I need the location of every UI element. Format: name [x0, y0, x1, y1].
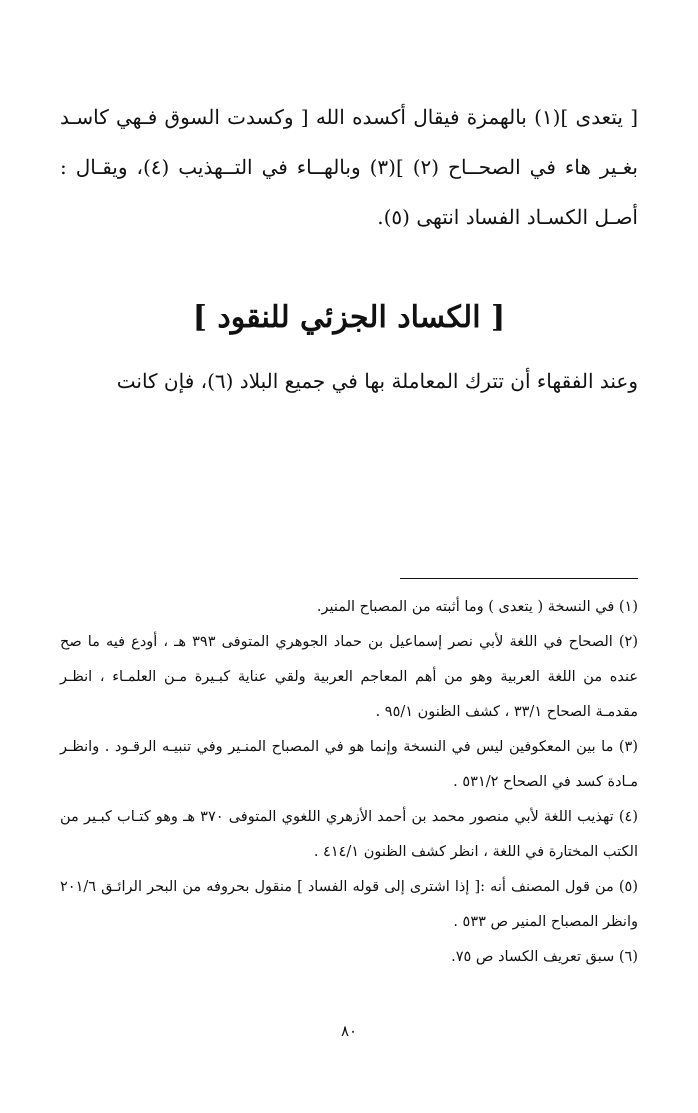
paragraph-1: [ يتعدى ](١) بالهمزة فيقال أكسده الله [ وكسدت السوق فـهي كاسـد بغـير هاء في الصحــاح (٢) ](٣) وبالهــاء في التــهذيب (٤)، ويقـال : أصـل الكسـاد الفساد انتهى (٥).: [60, 105, 638, 229]
footnote-1: (١) في النسخة ( يتعدى ) وما أثبته من المصباح المنير.: [316, 599, 638, 615]
footnotes-list: [60, 590, 638, 975]
footnote-6: (٦) سبق تعريف الكساد ص ٧٥.: [451, 949, 638, 965]
main-text-block: [60, 92, 638, 242]
footnote-2: (٢) الصحاح في اللغة لأبي نصر إسماعيل بن حماد الجوهري المتوفى ٣٩٣ هـ ، أودع فيه ما صح عنده من اللغة العربية وهو من أهم المعاجم العربية ولقي عناية كبـيرة مـن العلمـاء ، انظـر مقدمـة الصحاح ٣٣/١ ، كشف الظنون ٩٥/١ .: [60, 634, 638, 720]
footnote-4: (٤) تهذيب اللغة لأبي منصور محمد بن أحمد الأزهري اللغوي المتوفى ٣٧٠ هـ وهو كتـاب كبـير من الكتب المختارة في اللغة ، انظر كشف الظنون ٤١٤/١ .: [60, 809, 638, 860]
paragraph-2: وعند الفقهاء أن تترك المعاملة بها في جميع البلاد (٦)، فإن كانت: [116, 369, 638, 393]
footnote-5: (٥) من قول المصنف أنه :[ إذا اشترى إلى قوله الفساد ] منقول بحروفه من البحر الرائـق ٢٠١/٦ وانظر المصباح المنير ص ٥٣٣ .: [60, 879, 638, 930]
footnote-separator: [400, 578, 638, 579]
section-heading: [ الكساد الجزئي للنقود ]: [192, 300, 506, 335]
footnote-3: (٣) ما بين المعكوفين ليس في النسخة وإنما هو في المصباح المنـير وفي تنبيـه الرقـود . وانظـر مـادة كسد في الصحاح ٥٣١/٢ .: [60, 739, 638, 790]
page-number: ٨٠: [340, 1022, 358, 1040]
